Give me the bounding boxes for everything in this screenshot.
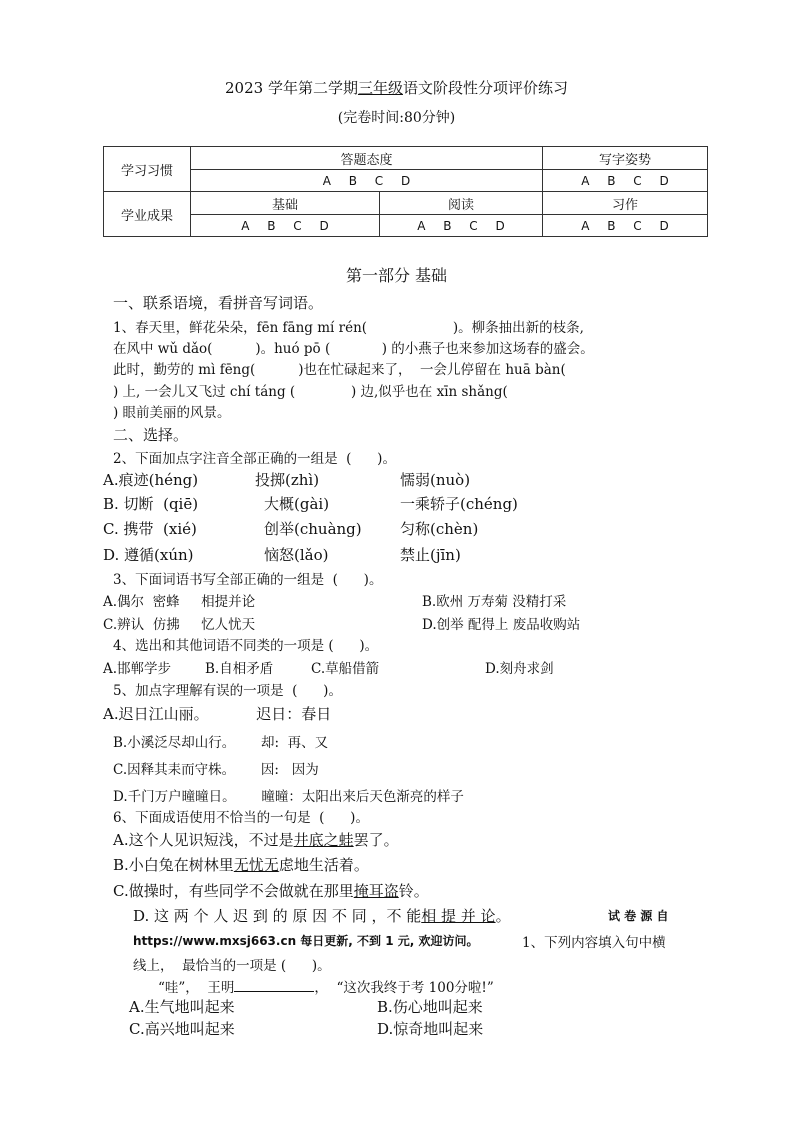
writing-options: A B C D <box>543 215 708 237</box>
q7-stem-cont: 线上， 最恰当的一项是 ( )。 <box>133 958 331 974</box>
q7-option-d: D.惊奇地叫起来 <box>377 1020 484 1038</box>
q2-option-c-3: 匀称(chèn) <box>400 520 479 538</box>
q5-option-a: A.迟日江山丽。 迟日：春日 <box>103 705 332 723</box>
q3-option-a: A.偶尔 密蜂 相提并论 <box>103 594 256 610</box>
q7-option-b: B.伤心地叫起来 <box>377 998 483 1016</box>
q7-option-c: C.高兴地叫起来 <box>129 1020 235 1038</box>
academic-results-label: 学业成果 <box>104 192 191 237</box>
q2-option-b-3: 一乘轿子(chéng) <box>400 495 518 513</box>
q5-option-d: D.千门万户曈曈日。 曈曈：太阳出来后天色渐亮的样子 <box>113 789 464 805</box>
q5-stem: 5、加点字理解有误的一项是 ( )。 <box>113 683 342 699</box>
fill-blank[interactable] <box>234 979 314 992</box>
q5-option-c: C.因释其耒而守株。 因: 因为 <box>113 762 319 778</box>
reading-header: 阅读 <box>380 192 543 215</box>
q7-option-a: A.生气地叫起来 <box>129 998 235 1016</box>
q2-option-d-2: 恼怒(lǎo) <box>264 546 329 564</box>
q2-option-b-2: 大概(gài) <box>264 495 330 513</box>
q3-option-b: B.欧州 万寿菊 没精打采 <box>422 594 567 610</box>
q1-line: ) 上, 一会儿又飞过 chí táng ( ) 边,似乎也在 xīn shǎng( <box>113 384 508 400</box>
q6-stem: 6、下面成语使用不恰当的一句是 ( )。 <box>113 810 369 826</box>
basic-options: A B C D <box>191 215 380 237</box>
q3-option-d: D.创举 配得上 废品收购站 <box>422 617 581 633</box>
q3-option-c: C.辨认 仿拂 忆人忧天 <box>103 617 256 633</box>
q6-option-a: A.这个人见识短浅，不过是井底之蛙罢了。 <box>113 831 399 849</box>
writing-posture-header: 写字姿势 <box>543 147 708 170</box>
page-title: 2023 学年第二学期三年级语文阶段性分项评价练习 <box>225 79 568 97</box>
q4-option-c: C.草船借箭 <box>311 661 380 677</box>
q4-option-b: B.自相矛盾 <box>205 661 274 677</box>
source-watermark: 试 卷 源 自 <box>608 909 669 923</box>
q6-option-c: C.做操时，有些同学不会做就在那里掩耳盗铃。 <box>113 882 429 900</box>
basic-header: 基础 <box>191 192 380 215</box>
q6-option-d: D. 这 两 个 人 迟 到 的 原 因 不 同 ，不 能相 提 并 论。 <box>133 907 511 925</box>
source-url: https://www.mxsj663.cn 每日更新, 不到 1 元, 欢迎访问。 <box>133 934 479 948</box>
q1-line: 此时，勤劳的 mì fēng( )也在忙碌起来了， 一会儿停留在 huā bàn( <box>113 362 566 378</box>
q2-option-c: C. 携带 (xié) <box>103 520 197 538</box>
writing-header: 习作 <box>543 192 708 215</box>
q2-option-a-3: 懦弱(nuò) <box>400 471 471 489</box>
q7-sentence: “哇”， 王明 ， “这次我终于考 100分啦!” <box>158 980 494 996</box>
answer-attitude-header: 答题态度 <box>191 147 543 170</box>
q2-option-d-3: 禁止(jīn) <box>400 546 461 564</box>
exam-duration: (完卷时间:80分钟) <box>337 110 456 126</box>
q2-option-c-2: 创举(chuàng) <box>264 520 362 538</box>
q7-stem: 1、下列内容填入句中横 <box>522 935 666 951</box>
q2-stem: 2、下面加点字注音全部正确的一组是 ( )。 <box>113 451 396 467</box>
q1-heading: 一、联系语境，看拼音写词语。 <box>113 294 324 312</box>
q2-option-a: A.痕迹(héng) <box>103 471 199 489</box>
q4-stem: 4、选出和其他词语不同类的一项是 ( )。 <box>113 638 379 654</box>
q2-option-d: D. 遵循(xún) <box>103 546 194 564</box>
q1-line: ) 眼前美丽的风景。 <box>113 405 231 421</box>
study-habits-label: 学习习惯 <box>104 147 191 192</box>
q2-section-heading: 二、选择。 <box>113 426 189 444</box>
q5-option-b: B.小溪泛尽却山行。 却: 再、又 <box>113 735 329 751</box>
q2-option-b: B. 切断 (qiē) <box>103 495 199 513</box>
reading-options: A B C D <box>380 215 543 237</box>
q4-option-a: A.邯郸学步 <box>103 661 172 677</box>
q3-stem: 3、下面词语书写全部正确的一组是 ( )。 <box>113 572 383 588</box>
grading-table <box>103 146 708 237</box>
q1-line: 1、春天里，鲜花朵朵，fēn fāng mí rén( )。柳条抽出新的枝条, <box>113 320 584 336</box>
section-title: 第一部分 基础 <box>345 266 448 285</box>
q4-option-d: D.刻舟求剑 <box>485 661 554 677</box>
attitude-options: A B C D <box>191 170 543 192</box>
posture-options: A B C D <box>543 170 708 192</box>
q2-option-a-2: 投掷(zhì) <box>255 471 320 489</box>
q6-option-b: B.小白兔在树林里无忧无虑地生活着。 <box>113 856 369 874</box>
q1-line: 在风中 wǔ dǎo( )。huó pō ( ) 的小燕子也来参加这场春的盛会。 <box>113 341 594 357</box>
